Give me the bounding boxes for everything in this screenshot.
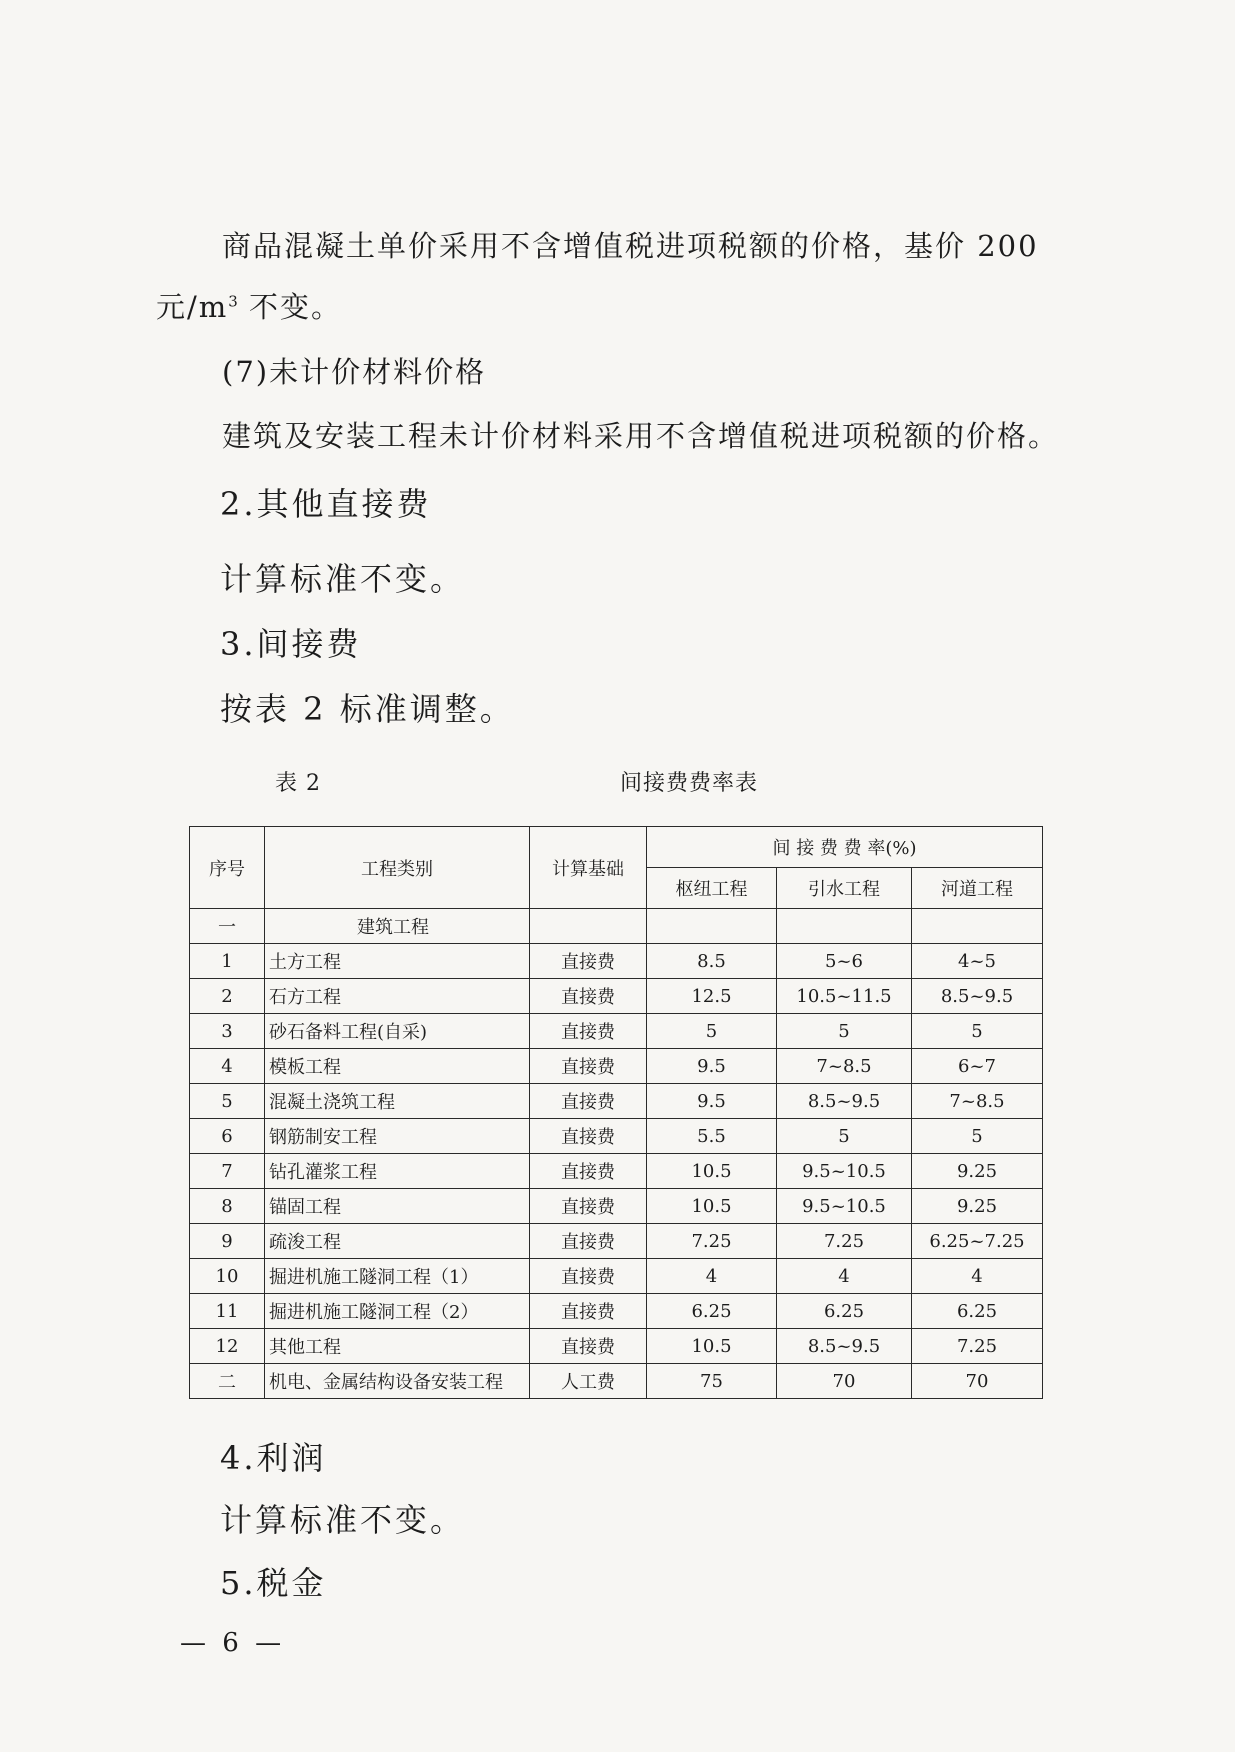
row-river: 5 [912, 1119, 1043, 1154]
row-category: 锚固工程 [265, 1189, 530, 1224]
row-diversion: 9.5~10.5 [777, 1154, 912, 1189]
row-river: 6.25 [912, 1294, 1043, 1329]
row-category: 其他工程 [265, 1329, 530, 1364]
header-hub: 枢纽工程 [647, 868, 777, 909]
row-category: 砂石备料工程(自采) [265, 1014, 530, 1049]
header-river: 河道工程 [912, 868, 1043, 909]
table-row [190, 944, 1043, 979]
section-label: 建筑工程 [265, 909, 530, 944]
unit-superscript: 3 [228, 292, 238, 311]
row-no: 5 [190, 1084, 265, 1119]
row-river: 4~5 [912, 944, 1043, 979]
row-hub: 5 [647, 1014, 777, 1049]
row-hub: 12.5 [647, 979, 777, 1014]
row-basis: 直接费 [530, 1084, 647, 1119]
row-category: 钻孔灌浆工程 [265, 1154, 530, 1189]
section-diversion: 70 [777, 1364, 912, 1399]
section-category: 机电、金属结构设备安装工程 [265, 1364, 530, 1399]
table-row [190, 1049, 1043, 1084]
row-basis: 直接费 [530, 1049, 647, 1084]
row-no: 9 [190, 1224, 265, 1259]
row-category: 掘进机施工隧洞工程（1） [265, 1259, 530, 1294]
row-diversion: 9.5~10.5 [777, 1189, 912, 1224]
row-hub: 8.5 [647, 944, 777, 979]
row-diversion: 8.5~9.5 [777, 1329, 912, 1364]
row-no: 11 [190, 1294, 265, 1329]
row-river: 9.25 [912, 1189, 1043, 1224]
table-row [190, 1224, 1043, 1259]
row-diversion: 10.5~11.5 [777, 979, 912, 1014]
table-row [190, 1294, 1043, 1329]
row-hub: 10.5 [647, 1329, 777, 1364]
row-basis: 直接费 [530, 1154, 647, 1189]
table-row [190, 1154, 1043, 1189]
row-category: 钢筋制安工程 [265, 1119, 530, 1154]
row-river: 6.25~7.25 [912, 1224, 1043, 1259]
heading-tax: 5.税金 [220, 1564, 327, 1602]
subheading-unpriced-materials: (7)未计价材料价格 [222, 355, 487, 389]
row-no: 12 [190, 1329, 265, 1364]
row-diversion: 5 [777, 1014, 912, 1049]
row-no: 3 [190, 1014, 265, 1049]
row-hub: 9.5 [647, 1049, 777, 1084]
row-hub: 7.25 [647, 1224, 777, 1259]
row-basis: 直接费 [530, 1119, 647, 1154]
row-category: 模板工程 [265, 1049, 530, 1084]
row-river: 8.5~9.5 [912, 979, 1043, 1014]
row-diversion: 7~8.5 [777, 1049, 912, 1084]
row-basis: 直接费 [530, 1189, 647, 1224]
unchanged-text: 不变。 [237, 290, 343, 324]
row-no: 8 [190, 1189, 265, 1224]
row-no: 2 [190, 979, 265, 1014]
row-diversion: 6.25 [777, 1294, 912, 1329]
table-header-row [190, 827, 1043, 868]
row-no: 4 [190, 1049, 265, 1084]
indirect-cost-rate-table [189, 826, 1043, 1399]
section-river: 70 [912, 1364, 1043, 1399]
table-body [190, 944, 1043, 1364]
table-row [190, 1259, 1043, 1294]
row-river: 6~7 [912, 1049, 1043, 1084]
paragraph-profit: 计算标准不变。 [220, 1501, 466, 1539]
table-row [190, 1014, 1043, 1049]
row-category: 掘进机施工隧洞工程（2） [265, 1294, 530, 1329]
paragraph-unpriced-materials: 建筑及安装工程未计价材料采用不含增值税进项税额的价格。 [222, 419, 1060, 453]
row-hub: 4 [647, 1259, 777, 1294]
row-basis: 直接费 [530, 1329, 647, 1364]
row-basis: 直接费 [530, 1014, 647, 1049]
row-diversion: 8.5~9.5 [777, 1084, 912, 1119]
paragraph-other-direct-costs: 计算标准不变。 [220, 560, 466, 598]
row-diversion: 7.25 [777, 1224, 912, 1259]
heading-indirect-costs: 3.间接费 [220, 625, 362, 663]
section-row-building [190, 909, 1043, 944]
paragraph-indirect-costs: 按表 2 标准调整。 [220, 690, 515, 728]
row-river: 7.25 [912, 1329, 1043, 1364]
row-diversion: 4 [777, 1259, 912, 1294]
section-no: 一 [190, 909, 265, 944]
row-diversion: 5 [777, 1119, 912, 1154]
row-hub: 6.25 [647, 1294, 777, 1329]
row-basis: 直接费 [530, 1294, 647, 1329]
row-category: 混凝土浇筑工程 [265, 1084, 530, 1119]
row-diversion: 5~6 [777, 944, 912, 979]
table-row [190, 1119, 1043, 1154]
table-row [190, 1084, 1043, 1119]
table-row [190, 979, 1043, 1014]
table-label: 表 2 [275, 771, 321, 796]
row-category: 疏浚工程 [265, 1224, 530, 1259]
header-diversion: 引水工程 [777, 868, 912, 909]
row-hub: 10.5 [647, 1189, 777, 1224]
row-hub: 9.5 [647, 1084, 777, 1119]
row-hub: 5.5 [647, 1119, 777, 1154]
row-no: 7 [190, 1154, 265, 1189]
paragraph-concrete-price: 商品混凝土单价采用不含增值税进项税额的价格，基价 200 [222, 229, 1039, 263]
row-no: 1 [190, 944, 265, 979]
row-no: 6 [190, 1119, 265, 1154]
row-river: 7~8.5 [912, 1084, 1043, 1119]
row-river: 5 [912, 1014, 1043, 1049]
row-category: 土方工程 [265, 944, 530, 979]
header-category: 工程类别 [265, 827, 530, 909]
header-basis: 计算基础 [530, 827, 647, 909]
row-river: 9.25 [912, 1154, 1043, 1189]
header-no: 序号 [190, 827, 265, 909]
section-no: 二 [190, 1364, 265, 1399]
row-category: 石方工程 [265, 979, 530, 1014]
heading-other-direct-costs: 2.其他直接费 [220, 485, 432, 523]
section-row-installation [190, 1364, 1043, 1399]
row-hub: 10.5 [647, 1154, 777, 1189]
section-hub: 75 [647, 1364, 777, 1399]
row-basis: 直接费 [530, 1224, 647, 1259]
heading-profit: 4.利润 [220, 1439, 327, 1477]
row-basis: 直接费 [530, 1259, 647, 1294]
row-basis: 直接费 [530, 944, 647, 979]
row-river: 4 [912, 1259, 1043, 1294]
section-basis: 人工费 [530, 1364, 647, 1399]
table-row [190, 1329, 1043, 1364]
page-number: — 6 — [180, 1628, 286, 1658]
paragraph-concrete-price-cont [156, 290, 343, 324]
header-rate-group: 间 接 费 费 率(%) [647, 827, 1043, 868]
row-basis: 直接费 [530, 979, 647, 1014]
table-title: 间接费费率表 [620, 771, 759, 796]
table-row [190, 1189, 1043, 1224]
unit-text: 元/m [156, 290, 229, 324]
row-no: 10 [190, 1259, 265, 1294]
